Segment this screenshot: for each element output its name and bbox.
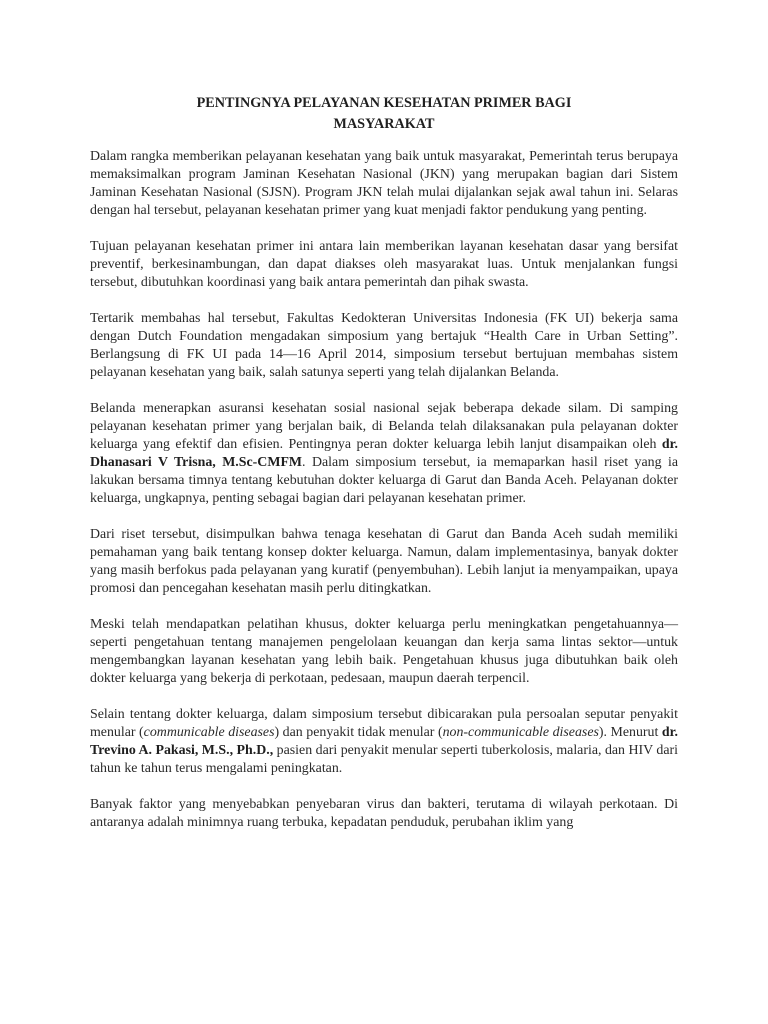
- paragraph-7: [90, 706, 678, 778]
- paragraph-8: Banyak faktor yang menyebabkan penyebaran virus dan bakteri, terutama di wilayah perkotaan. Di antaranya adalah minimnya ruang terbuka, kepadatan penduduk, perubahan iklim yang: [90, 797, 678, 830]
- paragraph-7-text-d: pasien dari penyakit menular seperti tuberkolosis, malaria, dan HIV dari tahun ke tahun terus mengalami peningkatan.: [90, 743, 678, 776]
- document-title: PENTINGNYA PELAYANAN KESEHATAN PRIMER BAGI MASYARAKAT: [196, 95, 572, 132]
- term-communicable-diseases: communicable diseases: [143, 725, 275, 740]
- paragraph-7-text-c: ). Menurut: [598, 725, 662, 740]
- paragraph-1: Dalam rangka memberikan pelayanan kesehatan yang baik untuk masyarakat, Pemerintah terus berupaya memaksimalkan program Jaminan Kesehatan Nasional (JKN) yang merupakan bagian dari Sistem Jaminan Kesehatan Nasional (SJSN). Program JKN telah mulai dijalankan sejak awal tahun ini. Selaras dengan hal tersebut, pelayanan kesehatan primer yang kuat menjadi faktor pendukung yang penting.: [90, 149, 678, 218]
- paragraph-5: Dari riset tersebut, disimpulkan bahwa tenaga kesehatan di Garut dan Banda Aceh sudah memiliki pemahaman yang baik tentang konsep dokter keluarga. Namun, dalam implementasinya, banyak dokter yang masih berfokus pada pelayanan yang kuratif (penyembuhan). Lebih lanjut ia menyampaikan, upaya promosi dan pencegahan kesehatan masih perlu ditingkatkan.: [90, 527, 678, 596]
- term-non-communicable-diseases: non-communicable diseases: [442, 725, 599, 740]
- paragraph-4-text-b: . Dalam simposium tersebut, ia memaparkan hasil riset yang ia lakukan bersama timnya tentang kebutuhan dokter keluarga di Garut dan Banda Aceh. Pelayanan dokter keluarga, ungkapnya, penting sebagai bagian dari pelayanan kesehatan primer.: [90, 455, 678, 506]
- paragraph-2: Tujuan pelayanan kesehatan primer ini antara lain memberikan layanan kesehatan dasar yang bersifat preventif, berkesinambungan, dan dapat diakses oleh masyarakat luas. Untuk menjalankan fungsi tersebut, dibutuhkan koordinasi yang baik antara pemerintah dan pihak swasta.: [90, 239, 678, 290]
- article-body: [90, 93, 678, 850]
- paragraph-4: [90, 400, 678, 508]
- speaker-name-trevino: dr. Trevino A. Pakasi, M.S., Ph.D.,: [90, 725, 678, 758]
- paragraph-6: Meski telah mendapatkan pelatihan khusus, dokter keluarga perlu meningkatkan pengetahuannya—seperti pengetahuan tentang manajemen pengelolaan keuangan dan kerja sama lintas sektor—untuk mengembangkan layanan kesehatan yang lebih baik. Pengetahuan khusus juga dibutuhkan baik oleh dokter keluarga yang bekerja di perkotaan, pedesaan, maupun daerah terpencil.: [90, 617, 678, 686]
- speaker-name-dhanasari: dr. Dhanasari V Trisna, M.Sc-CMFM: [90, 437, 678, 470]
- paragraph-7-text-b: ) dan penyakit tidak menular (: [274, 725, 443, 740]
- paragraph-3: Tertarik membahas hal tersebut, Fakultas Kedokteran Universitas Indonesia (FK UI) bekerja sama dengan Dutch Foundation mengadakan simposium yang bertajuk “Health Care in Urban Setting”. Berlangsung di FK UI pada 14—16 April 2014, simposium tersebut bertujuan membahas sistem pelayanan kesehatan yang baik, salah satunya seperti yang telah dijalankan Belanda.: [90, 311, 678, 380]
- paragraph-4-text-a: Belanda menerapkan asuransi kesehatan sosial nasional sejak beberapa dekade silam. Di samping pelayanan kesehatan primer yang berjalan baik, di Belanda telah dilaksanakan pula pelayanan dokter keluarga yang efektif dan efisien. Pentingnya peran dokter keluarga lebih lanjut disampaikan oleh: [90, 401, 678, 452]
- paragraph-7-text-a: Selain tentang dokter keluarga, dalam simposium tersebut dibicarakan pula persoalan seputar penyakit menular (: [90, 707, 678, 740]
